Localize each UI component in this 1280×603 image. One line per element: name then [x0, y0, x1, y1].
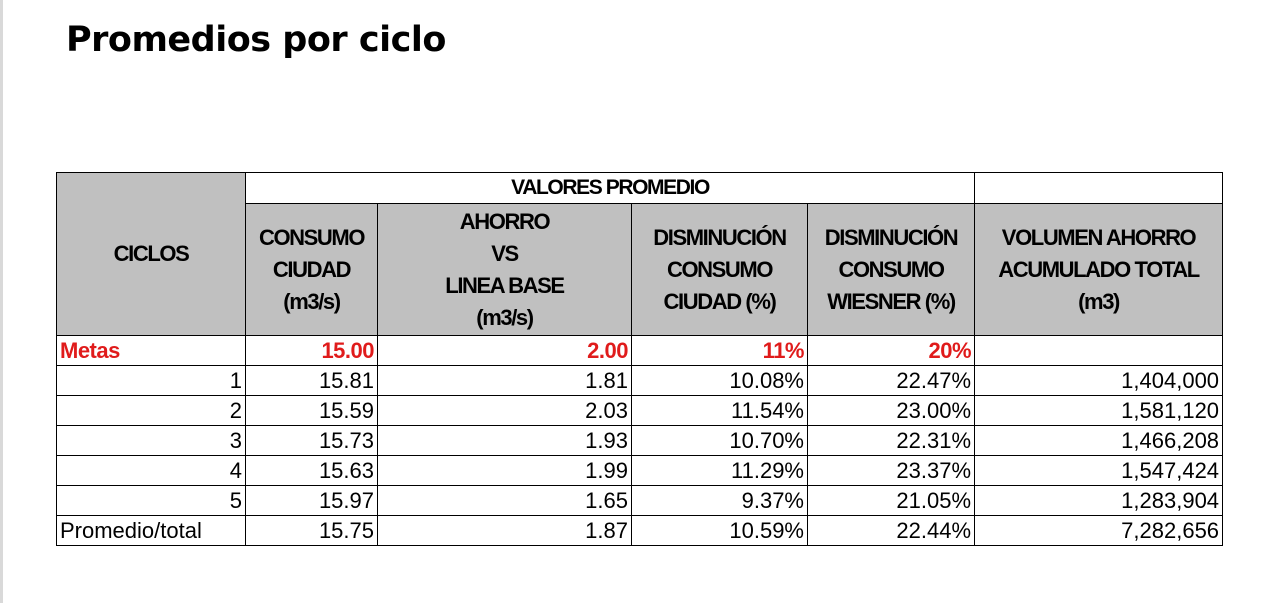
- cell-consumo: 15.59: [246, 396, 378, 426]
- header-line: CIUDAD: [272, 256, 351, 282]
- cell-dism-wiesner: 23.37%: [808, 456, 975, 486]
- goal-volumen: [975, 336, 1223, 366]
- header-line: CONSUMO: [838, 256, 944, 282]
- header-line: VOLUMEN AHORRO: [1001, 224, 1196, 250]
- goal-dism-wiesner: 20%: [808, 336, 975, 366]
- header-line: LINEA BASE: [445, 272, 564, 298]
- table-row: [57, 456, 1223, 486]
- total-ahorro: 1.87: [378, 516, 632, 546]
- cell-dism-ciudad: 11.29%: [632, 456, 808, 486]
- cell-ahorro: 1.99: [378, 456, 632, 486]
- cell-ciclo: 3: [57, 426, 246, 456]
- header-line: WIESNER (%): [827, 288, 955, 314]
- total-volumen: 7,282,656: [975, 516, 1223, 546]
- header-empty-cell: [975, 173, 1223, 204]
- header-line: (m3/s): [476, 304, 533, 330]
- cell-ahorro: 2.03: [378, 396, 632, 426]
- cell-consumo: 15.81: [246, 366, 378, 396]
- header-line: CIUDAD (%): [663, 288, 776, 314]
- page-title: Promedios por ciclo: [66, 20, 446, 60]
- cell-volumen: 1,581,120: [975, 396, 1223, 426]
- cell-ciclo: 4: [57, 456, 246, 486]
- cell-consumo: 15.63: [246, 456, 378, 486]
- cell-ahorro: 1.65: [378, 486, 632, 516]
- goal-consumo: 15.00: [246, 336, 378, 366]
- total-consumo: 15.75: [246, 516, 378, 546]
- cell-ahorro: 1.81: [378, 366, 632, 396]
- cell-dism-ciudad: 9.37%: [632, 486, 808, 516]
- header-line: AHORRO: [459, 208, 550, 234]
- header-valores-promedio: VALORES PROMEDIO: [246, 173, 975, 204]
- header-line: CONSUMO: [666, 256, 773, 282]
- averages-table: [56, 172, 1223, 546]
- cell-ahorro: 1.93: [378, 426, 632, 456]
- page-edge: [0, 0, 3, 603]
- header-line: DISMINUCIÓN: [824, 224, 958, 250]
- header-line: VS: [491, 240, 518, 266]
- header-disminucion-wiesner: [808, 204, 975, 336]
- table-row: [57, 486, 1223, 516]
- cell-dism-ciudad: 10.08%: [632, 366, 808, 396]
- cell-volumen: 1,404,000: [975, 366, 1223, 396]
- goal-row: [57, 336, 1223, 366]
- header-line: ACUMULADO TOTAL: [998, 256, 1199, 282]
- cell-volumen: 1,547,424: [975, 456, 1223, 486]
- header-consumo-ciudad: [246, 204, 378, 336]
- header-disminucion-ciudad: [632, 204, 808, 336]
- cell-ciclo: 1: [57, 366, 246, 396]
- cell-dism-ciudad: 10.70%: [632, 426, 808, 456]
- goal-dism-ciudad: 11%: [632, 336, 808, 366]
- total-label: Promedio/total: [57, 516, 246, 546]
- group-header-row: [57, 173, 1223, 204]
- header-ciclos: CICLOS: [57, 173, 246, 336]
- cell-ciclo: 5: [57, 486, 246, 516]
- table-row: [57, 426, 1223, 456]
- goal-ahorro: 2.00: [378, 336, 632, 366]
- cell-dism-wiesner: 23.00%: [808, 396, 975, 426]
- total-dism-wiesner: 22.44%: [808, 516, 975, 546]
- cell-consumo: 15.73: [246, 426, 378, 456]
- header-ahorro-vs-linea-base: [378, 204, 632, 336]
- total-dism-ciudad: 10.59%: [632, 516, 808, 546]
- header-line: CONSUMO: [258, 224, 365, 250]
- header-line: (m3): [1078, 288, 1119, 314]
- cell-volumen: 1,283,904: [975, 486, 1223, 516]
- total-row: [57, 516, 1223, 546]
- table-row: [57, 366, 1223, 396]
- header-line: DISMINUCIÓN: [653, 224, 786, 250]
- cell-volumen: 1,466,208: [975, 426, 1223, 456]
- header-volumen-ahorro: [975, 204, 1223, 336]
- goal-label: Metas: [57, 336, 246, 366]
- header-line: (m3/s): [283, 288, 340, 314]
- cell-ciclo: 2: [57, 396, 246, 426]
- cell-consumo: 15.97: [246, 486, 378, 516]
- cell-dism-ciudad: 11.54%: [632, 396, 808, 426]
- cell-dism-wiesner: 22.47%: [808, 366, 975, 396]
- cell-dism-wiesner: 21.05%: [808, 486, 975, 516]
- table-row: [57, 396, 1223, 426]
- cell-dism-wiesner: 22.31%: [808, 426, 975, 456]
